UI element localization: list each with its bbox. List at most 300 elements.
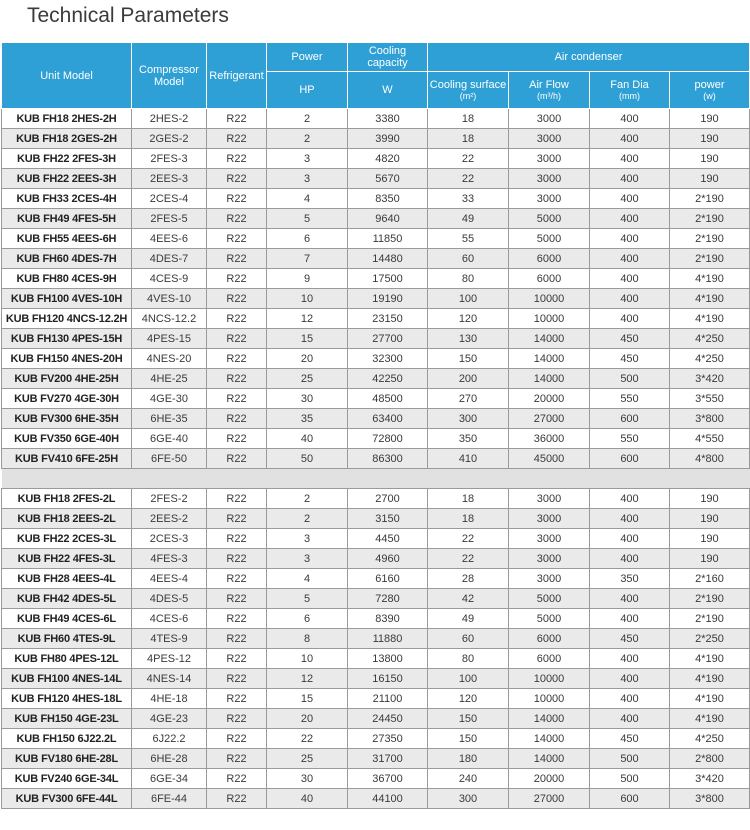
table-cell: 60	[428, 629, 509, 649]
table-cell: R22	[207, 369, 267, 389]
table-cell: 2*190	[670, 589, 750, 609]
table-cell: 6FE-44	[132, 789, 207, 809]
table-cell: 55	[428, 229, 509, 249]
table-cell: KUB FH150 4GE-23L	[2, 709, 132, 729]
table-row	[2, 669, 750, 689]
table-cell: 2FES-3	[132, 149, 207, 169]
table-cell: 80	[428, 269, 509, 289]
table-cell: KUB FV200 4HE-25H	[2, 369, 132, 389]
table-cell: 6000	[509, 269, 590, 289]
table-cell: KUB FH49 4CES-6L	[2, 609, 132, 629]
table-cell: R22	[207, 349, 267, 369]
table-cell: 5000	[509, 609, 590, 629]
table-cell: R22	[207, 129, 267, 149]
table-cell: 2*190	[670, 609, 750, 629]
table-cell: 10	[267, 289, 348, 309]
table-cell: 4EES-6	[132, 229, 207, 249]
table-row	[2, 129, 750, 149]
table-cell: R22	[207, 789, 267, 809]
table-cell: 21100	[348, 689, 428, 709]
table-cell: 4*250	[670, 349, 750, 369]
table-cell: 5000	[509, 229, 590, 249]
table-cell: 6J22.2	[132, 729, 207, 749]
header-compressor-model: Compressor Model	[132, 43, 207, 109]
table-cell: 8	[267, 629, 348, 649]
table-row	[2, 709, 750, 729]
table-cell: 42	[428, 589, 509, 609]
table-cell: 270	[428, 389, 509, 409]
table-cell: 400	[590, 669, 670, 689]
table-cell: 9640	[348, 209, 428, 229]
table-cell: 3000	[509, 169, 590, 189]
table-cell: 2*250	[670, 629, 750, 649]
header-air-flow-label: Air Flow	[529, 79, 569, 91]
table-cell: 400	[590, 249, 670, 269]
table-cell: KUB FV410 6FE-25H	[2, 449, 132, 469]
table-cell: R22	[207, 189, 267, 209]
table-cell: 4450	[348, 529, 428, 549]
table-cell: 72800	[348, 429, 428, 449]
table-cell: 2*800	[670, 749, 750, 769]
separator-cell	[348, 469, 428, 489]
table-cell: 4HE-18	[132, 689, 207, 709]
table-cell: 22	[428, 529, 509, 549]
table-cell: 240	[428, 769, 509, 789]
table-cell: KUB FH22 2EES-3H	[2, 169, 132, 189]
table-cell: R22	[207, 669, 267, 689]
table-cell: R22	[207, 229, 267, 249]
table-cell: KUB FV240 6GE-34L	[2, 769, 132, 789]
table-cell: 2CES-4	[132, 189, 207, 209]
table-row	[2, 289, 750, 309]
table-body	[2, 109, 750, 809]
header-air-condenser: Air condenser	[428, 43, 750, 72]
table-cell: 4*190	[670, 649, 750, 669]
table-cell: R22	[207, 709, 267, 729]
table-cell: 4	[267, 189, 348, 209]
table-cell: KUB FH100 4NES-14L	[2, 669, 132, 689]
header-fan-dia-label: Fan Dia	[610, 79, 649, 91]
table-cell: 7280	[348, 589, 428, 609]
table-cell: 350	[428, 429, 509, 449]
table-cell: 9	[267, 269, 348, 289]
table-cell: 4GE-23	[132, 709, 207, 729]
table-cell: 4DES-7	[132, 249, 207, 269]
table-cell: 4*190	[670, 669, 750, 689]
table-cell: 33	[428, 189, 509, 209]
table-row	[2, 349, 750, 369]
table-cell: 4820	[348, 149, 428, 169]
table-cell: 5670	[348, 169, 428, 189]
table-cell: 2	[267, 129, 348, 149]
table-cell: 4HE-25	[132, 369, 207, 389]
table-cell: 400	[590, 209, 670, 229]
table-cell: R22	[207, 749, 267, 769]
table-cell: 4FES-3	[132, 549, 207, 569]
table-cell: 4EES-4	[132, 569, 207, 589]
table-cell: 22	[428, 169, 509, 189]
header-cooling-unit: W	[348, 72, 428, 109]
section-separator-row	[2, 469, 750, 489]
table-cell: 400	[590, 509, 670, 529]
table-cell: 63400	[348, 409, 428, 429]
table-cell: R22	[207, 309, 267, 329]
table-cell: 2HES-2	[132, 109, 207, 129]
table-cell: 32300	[348, 349, 428, 369]
table-cell: 18	[428, 109, 509, 129]
table-cell: 6	[267, 609, 348, 629]
table-cell: 5	[267, 209, 348, 229]
table-cell: 120	[428, 309, 509, 329]
table-cell: 20	[267, 709, 348, 729]
table-cell: 400	[590, 309, 670, 329]
table-cell: 190	[670, 489, 750, 509]
separator-cell	[428, 469, 509, 489]
table-cell: 6000	[509, 249, 590, 269]
table-cell: 400	[590, 109, 670, 129]
table-cell: 17500	[348, 269, 428, 289]
table-cell: 190	[670, 169, 750, 189]
header-fan-power-unit: (w)	[703, 91, 716, 101]
table-cell: 400	[590, 489, 670, 509]
table-cell: 40	[267, 429, 348, 449]
table-cell: 30	[267, 389, 348, 409]
table-row	[2, 149, 750, 169]
header-power: Power	[267, 43, 348, 72]
table-cell: 14000	[509, 349, 590, 369]
table-cell: 2*160	[670, 569, 750, 589]
header-cooling-surface-unit: (m²)	[459, 91, 477, 101]
table-row	[2, 649, 750, 669]
table-cell: 400	[590, 529, 670, 549]
table-cell: 3*800	[670, 409, 750, 429]
table-cell: 150	[428, 709, 509, 729]
table-cell: 6GE-34	[132, 769, 207, 789]
table-cell: 25	[267, 369, 348, 389]
header-cooling-capacity: Cooling capacity	[348, 43, 428, 72]
table-cell: 4VES-10	[132, 289, 207, 309]
table-cell: 2FES-2	[132, 489, 207, 509]
table-cell: KUB FH60 4DES-7H	[2, 249, 132, 269]
table-cell: 2FES-5	[132, 209, 207, 229]
table-cell: 550	[590, 389, 670, 409]
table-cell: R22	[207, 509, 267, 529]
table-cell: KUB FH42 4DES-5L	[2, 589, 132, 609]
table-cell: R22	[207, 569, 267, 589]
table-cell: 27700	[348, 329, 428, 349]
table-cell: KUB FH60 4TES-9L	[2, 629, 132, 649]
table-cell: 400	[590, 169, 670, 189]
table-cell: 42250	[348, 369, 428, 389]
table-cell: 40	[267, 789, 348, 809]
table-cell: 500	[590, 749, 670, 769]
table-cell: 3	[267, 149, 348, 169]
header-fan-dia-unit: (mm)	[619, 91, 640, 101]
table-cell: 10000	[509, 309, 590, 329]
table-cell: 130	[428, 329, 509, 349]
table-cell: 190	[670, 549, 750, 569]
table-cell: 4960	[348, 549, 428, 569]
table-row	[2, 689, 750, 709]
table-cell: KUB FH28 4EES-4L	[2, 569, 132, 589]
table-cell: 5000	[509, 209, 590, 229]
table-row	[2, 389, 750, 409]
header-air-flow	[509, 72, 590, 109]
table-cell: R22	[207, 169, 267, 189]
table-cell: 4NES-14	[132, 669, 207, 689]
table-cell: KUB FH22 2FES-3H	[2, 149, 132, 169]
table-cell: 400	[590, 549, 670, 569]
table-cell: R22	[207, 209, 267, 229]
table-cell: 48500	[348, 389, 428, 409]
table-cell: 400	[590, 589, 670, 609]
table-row	[2, 169, 750, 189]
table-row	[2, 229, 750, 249]
table-cell: KUB FV270 4GE-30H	[2, 389, 132, 409]
table-cell: R22	[207, 609, 267, 629]
table-cell: 3000	[509, 569, 590, 589]
header-fan-power	[670, 72, 750, 109]
table-cell: 10	[267, 649, 348, 669]
table-row	[2, 629, 750, 649]
table-cell: 2*190	[670, 249, 750, 269]
table-cell: 20000	[509, 389, 590, 409]
table-cell: 5000	[509, 589, 590, 609]
table-cell: 19190	[348, 289, 428, 309]
table-cell: 20	[267, 349, 348, 369]
table-cell: R22	[207, 329, 267, 349]
table-cell: 3000	[509, 189, 590, 209]
table-cell: 6HE-28	[132, 749, 207, 769]
table-cell: 10000	[509, 689, 590, 709]
table-cell: 120	[428, 689, 509, 709]
table-cell: R22	[207, 389, 267, 409]
table-row	[2, 269, 750, 289]
table-cell: 4CES-9	[132, 269, 207, 289]
table-cell: R22	[207, 589, 267, 609]
table-row	[2, 729, 750, 749]
table-cell: R22	[207, 429, 267, 449]
table-cell: 14000	[509, 729, 590, 749]
table-cell: 8390	[348, 609, 428, 629]
table-cell: 4CES-6	[132, 609, 207, 629]
table-cell: 6000	[509, 649, 590, 669]
separator-cell	[509, 469, 590, 489]
table-cell: 4NES-20	[132, 349, 207, 369]
table-cell: 2	[267, 509, 348, 529]
table-row	[2, 329, 750, 349]
table-cell: 45000	[509, 449, 590, 469]
table-cell: 3000	[509, 129, 590, 149]
table-cell: KUB FH100 4VES-10H	[2, 289, 132, 309]
table-cell: KUB FV300 6HE-35H	[2, 409, 132, 429]
table-cell: 100	[428, 289, 509, 309]
table-cell: 2	[267, 489, 348, 509]
table-cell: 300	[428, 789, 509, 809]
table-cell: 3*420	[670, 769, 750, 789]
table-cell: 27000	[509, 409, 590, 429]
table-cell: KUB FH33 2CES-4H	[2, 189, 132, 209]
table-cell: 190	[670, 149, 750, 169]
table-cell: 2EES-3	[132, 169, 207, 189]
table-cell: 4*190	[670, 269, 750, 289]
table-cell: R22	[207, 289, 267, 309]
table-cell: KUB FV350 6GE-40H	[2, 429, 132, 449]
table-cell: 6160	[348, 569, 428, 589]
table-cell: 4*190	[670, 289, 750, 309]
table-row	[2, 109, 750, 129]
table-row	[2, 189, 750, 209]
table-cell: 400	[590, 289, 670, 309]
table-cell: 3000	[509, 149, 590, 169]
table-cell: 600	[590, 409, 670, 429]
table-cell: 2	[267, 109, 348, 129]
table-cell: 27000	[509, 789, 590, 809]
table-cell: 150	[428, 349, 509, 369]
separator-cell	[590, 469, 670, 489]
table-cell: 500	[590, 769, 670, 789]
table-cell: KUB FH130 4PES-15H	[2, 329, 132, 349]
table-cell: 300	[428, 409, 509, 429]
table-cell: 3990	[348, 129, 428, 149]
table-cell: R22	[207, 629, 267, 649]
table-cell: 22	[428, 549, 509, 569]
table-row	[2, 569, 750, 589]
table-cell: 400	[590, 189, 670, 209]
table-cell: 4*250	[670, 329, 750, 349]
table-cell: 3	[267, 169, 348, 189]
table-cell: 80	[428, 649, 509, 669]
header-refrigerant: Refrigerant	[207, 43, 267, 109]
table-cell: R22	[207, 649, 267, 669]
table-cell: 3*420	[670, 369, 750, 389]
table-cell: KUB FH80 4CES-9H	[2, 269, 132, 289]
table-cell: 35	[267, 409, 348, 429]
table-cell: 49	[428, 609, 509, 629]
table-cell: 2*190	[670, 229, 750, 249]
table-cell: 14480	[348, 249, 428, 269]
table-cell: 3*550	[670, 389, 750, 409]
table-cell: R22	[207, 449, 267, 469]
table-cell: KUB FH22 2CES-3L	[2, 529, 132, 549]
table-cell: 400	[590, 649, 670, 669]
table-cell: 10000	[509, 289, 590, 309]
table-cell: 11880	[348, 629, 428, 649]
table-cell: 450	[590, 629, 670, 649]
header-cooling-surface	[428, 72, 509, 109]
table-cell: 600	[590, 789, 670, 809]
separator-cell	[670, 469, 750, 489]
table-row	[2, 249, 750, 269]
table-cell: 18	[428, 489, 509, 509]
table-cell: 450	[590, 729, 670, 749]
header-power-unit: HP	[267, 72, 348, 109]
table-cell: 18	[428, 509, 509, 529]
table-cell: R22	[207, 549, 267, 569]
table-row	[2, 749, 750, 769]
table-cell: 4*190	[670, 309, 750, 329]
header-air-flow-unit: (m³/h)	[537, 91, 561, 101]
table-cell: KUB FV180 6HE-28L	[2, 749, 132, 769]
table-cell: 36000	[509, 429, 590, 449]
table-cell: 7	[267, 249, 348, 269]
table-cell: R22	[207, 269, 267, 289]
table-cell: 14000	[509, 709, 590, 729]
table-cell: 6000	[509, 629, 590, 649]
table-cell: KUB FH18 2FES-2L	[2, 489, 132, 509]
header-fan-dia	[590, 72, 670, 109]
table-cell: 14000	[509, 749, 590, 769]
table-cell: KUB FV300 6FE-44L	[2, 789, 132, 809]
table-cell: 44100	[348, 789, 428, 809]
table-cell: KUB FH120 4HES-18L	[2, 689, 132, 709]
table-cell: KUB FH49 4FES-5H	[2, 209, 132, 229]
table-cell: 3380	[348, 109, 428, 129]
table-cell: R22	[207, 529, 267, 549]
table-cell: 190	[670, 529, 750, 549]
table-cell: R22	[207, 109, 267, 129]
table-cell: 4PES-12	[132, 649, 207, 669]
separator-cell	[267, 469, 348, 489]
table-cell: R22	[207, 729, 267, 749]
table-cell: 10000	[509, 669, 590, 689]
table-cell: 36700	[348, 769, 428, 789]
table-cell: KUB FH18 2EES-2L	[2, 509, 132, 529]
table-cell: KUB FH150 4NES-20H	[2, 349, 132, 369]
table-cell: 4GE-30	[132, 389, 207, 409]
table-cell: 400	[590, 149, 670, 169]
table-row	[2, 209, 750, 229]
table-cell: 2*190	[670, 189, 750, 209]
table-cell: 3000	[509, 109, 590, 129]
table-cell: 4*800	[670, 449, 750, 469]
separator-cell	[207, 469, 267, 489]
table-row	[2, 609, 750, 629]
table-cell: 31700	[348, 749, 428, 769]
separator-cell	[2, 469, 132, 489]
table-cell: 4*250	[670, 729, 750, 749]
table-cell: R22	[207, 149, 267, 169]
table-cell: 12	[267, 669, 348, 689]
separator-cell	[132, 469, 207, 489]
table-cell: 3000	[509, 549, 590, 569]
table-cell: 25	[267, 749, 348, 769]
table-row	[2, 409, 750, 429]
table-cell: 600	[590, 449, 670, 469]
table-cell: 3	[267, 549, 348, 569]
table-cell: 86300	[348, 449, 428, 469]
table-cell: 16150	[348, 669, 428, 689]
table-cell: 2EES-2	[132, 509, 207, 529]
table-cell: 190	[670, 509, 750, 529]
table-cell: 49	[428, 209, 509, 229]
table-cell: 22	[267, 729, 348, 749]
table-cell: 3000	[509, 529, 590, 549]
table-cell: 23150	[348, 309, 428, 329]
table-cell: 400	[590, 609, 670, 629]
table-cell: 4*550	[670, 429, 750, 449]
table-cell: 28	[428, 569, 509, 589]
header-fan-power-label: power	[694, 79, 725, 91]
table-cell: 12	[267, 309, 348, 329]
table-cell: 400	[590, 129, 670, 149]
table-cell: 190	[670, 129, 750, 149]
table-cell: 6HE-35	[132, 409, 207, 429]
table-cell: 14000	[509, 329, 590, 349]
table-row	[2, 549, 750, 569]
table-cell: 30	[267, 769, 348, 789]
table-cell: R22	[207, 489, 267, 509]
